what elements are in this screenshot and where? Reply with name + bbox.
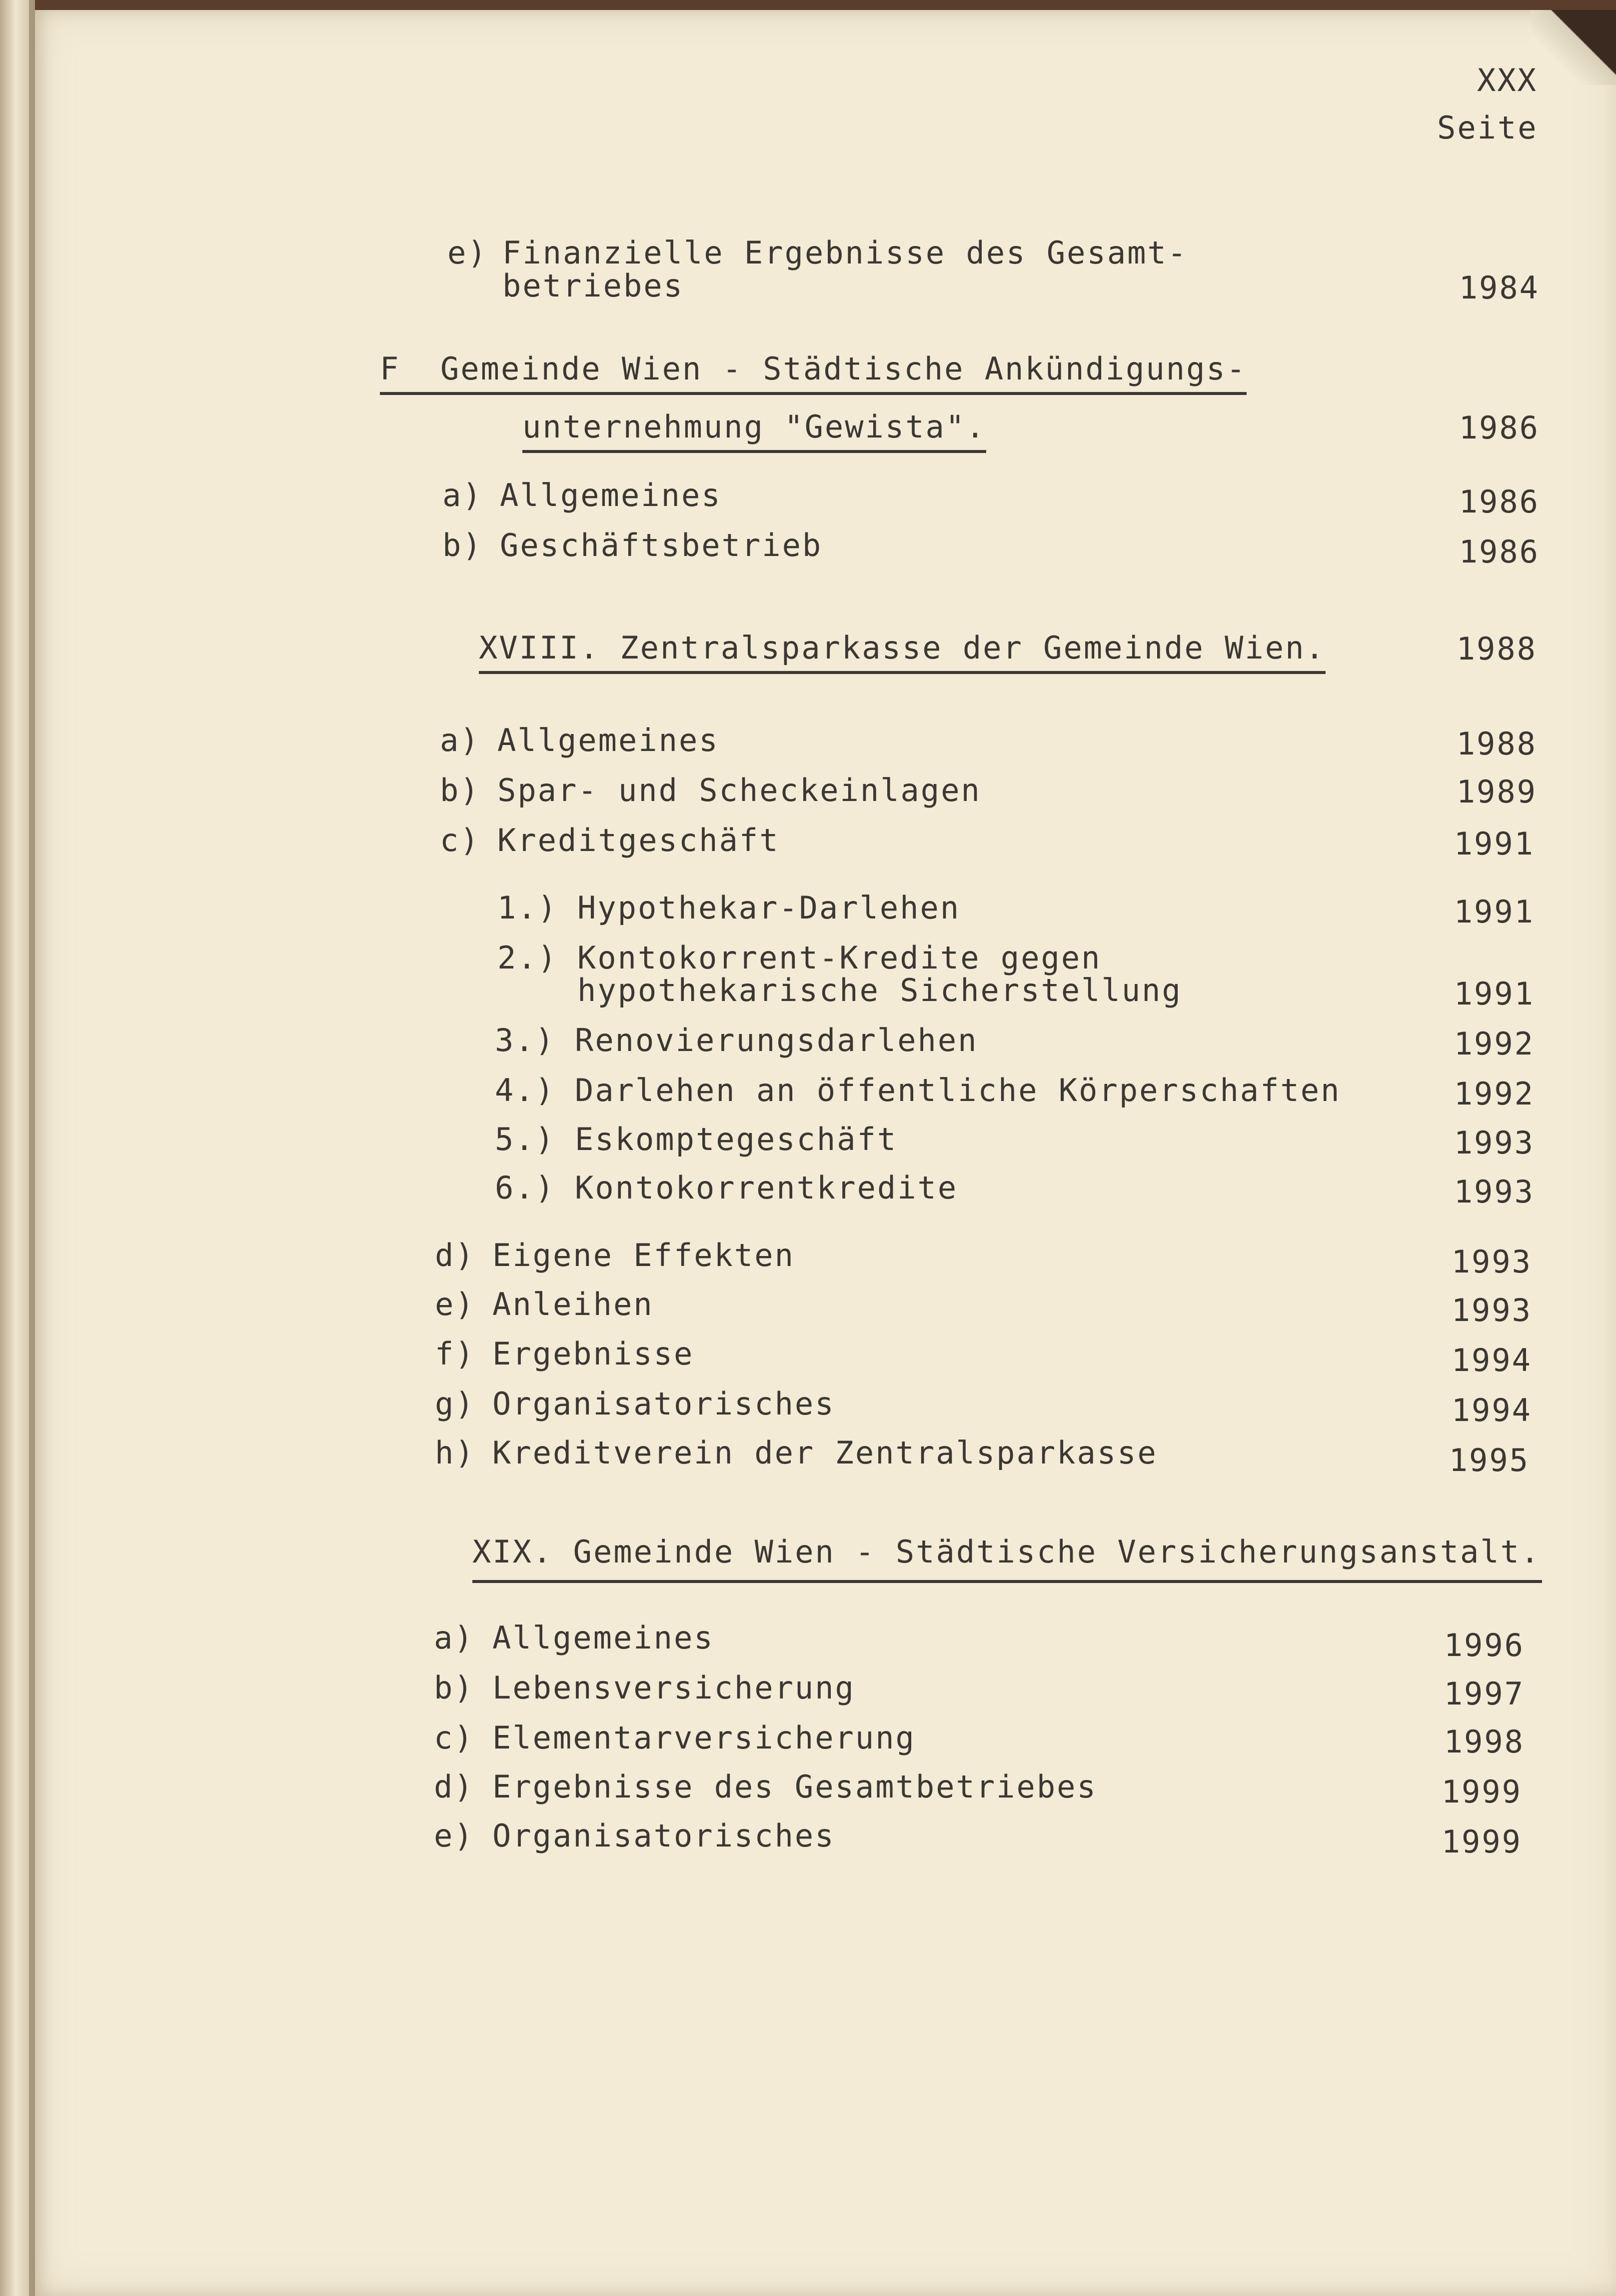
entry-page-number: 1984 <box>1459 270 1540 306</box>
entry-title: Spar- und Scheckeinlagen <box>497 772 981 808</box>
entry-marker: c) <box>434 1720 474 1756</box>
entry-page-number: 1991 <box>1454 826 1535 862</box>
entry-title: Allgemeines <box>492 1620 714 1656</box>
entry-marker: a) <box>442 477 483 514</box>
entry-page-number: 1993 <box>1451 1244 1532 1280</box>
subentry-marker: 1.) <box>497 890 558 926</box>
entry-page-number: 1999 <box>1441 1774 1522 1810</box>
entry-page-number: 1993 <box>1451 1292 1532 1328</box>
subentry-marker: 3.) <box>495 1022 555 1058</box>
entry-page-number: 1997 <box>1444 1676 1525 1712</box>
subentry-title: Eskomptegeschäft <box>575 1121 898 1158</box>
subentry-marker: 4.) <box>495 1072 555 1108</box>
entry-marker: b) <box>440 772 480 808</box>
section-f-heading: F Gemeinde Wien - Städtische Ankündigungs- <box>380 351 1247 395</box>
subentry-marker: 5.) <box>495 1121 555 1158</box>
subentry-page-number: 1991 <box>1454 976 1535 1012</box>
entry-page-number: 1999 <box>1441 1824 1522 1860</box>
entry-marker: g) <box>435 1386 475 1422</box>
entry-title: Ergebnisse <box>492 1336 694 1372</box>
section-xix-underline <box>472 1580 1542 1583</box>
entry-title: Lebensversicherung <box>492 1670 855 1706</box>
entry-title: Organisatorisches <box>492 1818 835 1854</box>
column-label-seite: Seite <box>1437 110 1538 146</box>
entry-marker: a) <box>440 722 480 758</box>
entry-marker: a) <box>434 1620 474 1656</box>
entry-title: Kreditgeschäft <box>497 822 780 858</box>
subentry-page-number: 1992 <box>1454 1026 1535 1062</box>
section-xviii-heading: XVIII. Zentralsparkasse der Gemeinde Wien. <box>479 630 1326 674</box>
subentry-marker: 6.) <box>495 1170 555 1206</box>
entry-marker: b) <box>442 527 483 564</box>
entry-marker: d) <box>435 1237 475 1274</box>
section-f-heading-continued: unternehmung "Gewista". <box>522 409 986 453</box>
subentry-page-number: 1993 <box>1454 1174 1535 1210</box>
entry-marker: c) <box>440 822 480 858</box>
entry-page-number: 1994 <box>1451 1392 1532 1428</box>
entry-title-continued: betriebes <box>502 268 684 304</box>
subentry-title: Darlehen an öffentliche Körperschaften <box>575 1072 1341 1108</box>
entry-page-number: 1996 <box>1444 1627 1525 1664</box>
subentry-page-number: 1992 <box>1454 1076 1535 1112</box>
subentry-title: Renovierungsdarlehen <box>575 1022 978 1058</box>
entry-page-number: 1989 <box>1456 774 1537 810</box>
entry-page-number: 1988 <box>1456 726 1537 762</box>
section-xix-heading: XIX. Gemeinde Wien - Städtische Versicherungsanstalt. <box>472 1534 1541 1570</box>
entry-title: Geschäftsbetrieb <box>500 527 823 564</box>
entry-page-number: 1994 <box>1451 1342 1532 1378</box>
entry-marker: d) <box>434 1768 474 1805</box>
subentry-page-number: 1993 <box>1454 1124 1535 1161</box>
entry-title: Elementarversicherung <box>492 1720 916 1756</box>
roman-page-number: XXX <box>1477 62 1538 98</box>
entry-title: Allgemeines <box>500 477 722 514</box>
entry-marker: e) <box>434 1818 474 1854</box>
entry-page-number: 1998 <box>1444 1724 1525 1760</box>
entry-title: Kreditverein der Zentralsparkasse <box>492 1434 1158 1471</box>
section-f-page-number: 1986 <box>1459 410 1540 446</box>
entry-marker: f) <box>435 1336 475 1372</box>
subentry-title-continued: hypothekarische Sicherstellung <box>577 972 1182 1008</box>
entry-title: Eigene Effekten <box>492 1237 795 1274</box>
entry-title: Finanzielle Ergebnisse des Gesamt- <box>502 234 1188 271</box>
entry-marker: h) <box>435 1434 475 1471</box>
subentry-title: Kontokorrent-Kredite gegen <box>577 940 1102 976</box>
page-corner-fold <box>1531 10 1616 85</box>
entry-page-number: 1995 <box>1449 1442 1530 1478</box>
subentry-title: Kontokorrentkredite <box>575 1170 958 1206</box>
entry-marker: e) <box>447 234 488 271</box>
subentry-marker: 2.) <box>497 940 558 976</box>
entry-title: Organisatorisches <box>492 1386 835 1422</box>
subentry-title: Hypothekar-Darlehen <box>577 890 961 926</box>
entry-title: Allgemeines <box>497 722 719 758</box>
page-gutter-edge <box>29 0 35 2296</box>
entry-title: Ergebnisse des Gesamtbetriebes <box>492 1768 1097 1805</box>
entry-page-number: 1986 <box>1459 484 1540 520</box>
subentry-page-number: 1991 <box>1454 894 1535 930</box>
entry-marker: b) <box>434 1670 474 1706</box>
entry-title: Anleihen <box>492 1286 654 1322</box>
section-xviii-page-number: 1988 <box>1456 630 1537 667</box>
entry-page-number: 1986 <box>1459 534 1540 570</box>
entry-marker: e) <box>435 1286 475 1322</box>
